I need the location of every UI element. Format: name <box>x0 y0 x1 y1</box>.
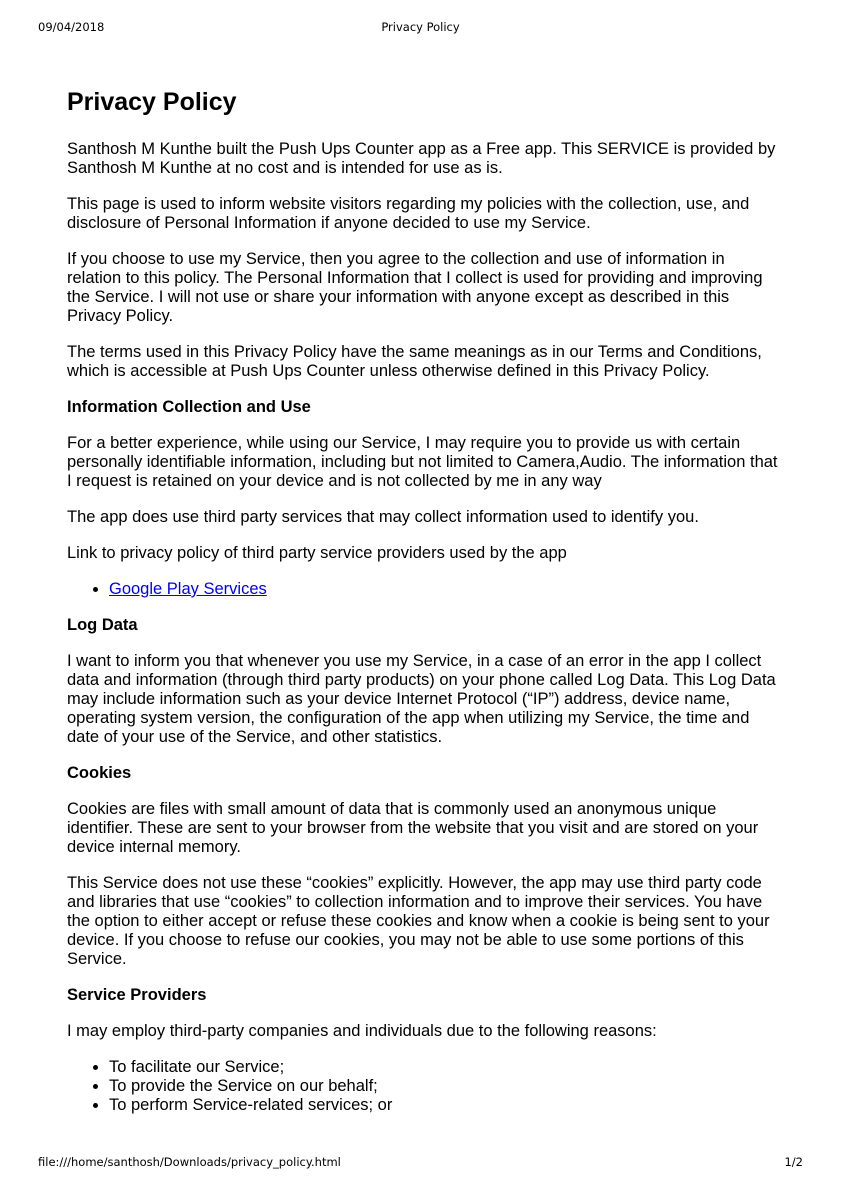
service-providers-list <box>67 1058 779 1115</box>
list-item <box>109 580 779 599</box>
cookies-paragraph: This Service does not use these “cookies” explicitly. However, the app may use third party code and libraries that use “cookies” to collection information and to improve their services. You have the option to either accept or refuse these cookies and know when a cookie is being sent to your device. If you choose to refuse our cookies, you may not be able to use some portions of this Service. <box>67 874 770 968</box>
list-item: • To facilitate our Service; <box>109 1058 779 1077</box>
print-title: Privacy Policy <box>381 20 460 34</box>
intro-paragraph: Santhosh M Kunthe built the Push Ups Counter app as a Free app. This SERVICE is provided by Santhosh M Kunthe at no cost and is intended for use as is. <box>67 140 776 177</box>
list-item: • To perform Service-related services; or <box>109 1096 779 1115</box>
file-path: file:///home/santhosh/Downloads/privacy_policy.html <box>38 1155 341 1169</box>
section-heading-service-providers: Service Providers <box>67 986 207 1004</box>
document-body <box>67 86 779 1132</box>
info-collection-paragraph: The app does use third party services that may collect information used to identify you. <box>67 508 699 526</box>
section-heading-cookies: Cookies <box>67 764 132 782</box>
print-date: 09/04/2018 <box>38 20 105 34</box>
info-collection-paragraph: Link to privacy policy of third party service providers used by the app <box>67 544 567 562</box>
info-collection-paragraph: For a better experience, while using our Service, I may require you to provide us with certain personally identifiable information, including but not limited to Camera,Audio. The information that I request is retained on your device and is not collected by me in any way <box>67 434 778 490</box>
section-heading-log-data: Log Data <box>67 616 138 634</box>
service-providers-paragraph: I may employ third-party companies and individuals due to the following reasons: <box>67 1022 657 1040</box>
page-number: 1/2 <box>784 1155 803 1169</box>
cookies-paragraph: Cookies are files with small amount of data that is commonly used an anonymous unique identifier. These are sent to your browser from the website that you visit and are stored on your device internal memory. <box>67 800 759 856</box>
intro-paragraph: If you choose to use my Service, then you agree to the collection and use of information in relation to this policy. The Personal Information that I collect is used for providing and improving the Service. I will not use or share your information with anyone except as described in this Privacy Policy. <box>67 250 763 325</box>
google-play-services-link[interactable]: Google Play Services <box>109 580 267 598</box>
intro-paragraph: The terms used in this Privacy Policy have the same meanings as in our Terms and Conditions, which is accessible at Push Ups Counter unless otherwise defined in this Privacy Policy. <box>67 343 762 380</box>
print-footer <box>0 1155 841 1171</box>
page-title: Privacy Policy <box>67 88 237 116</box>
print-header <box>0 20 841 36</box>
third-party-links-list <box>67 580 779 599</box>
intro-paragraph: This page is used to inform website visitors regarding my policies with the collection, use, and disclosure of Personal Information if anyone decided to use my Service. <box>67 195 750 232</box>
log-data-paragraph: I want to inform you that whenever you use my Service, in a case of an error in the app I collect data and information (through third party products) on your phone called Log Data. This Log Data may include information such as your device Internet Protocol (“IP”) address, device name, operating system version, the configuration of the app when utilizing my Service, the time and date of your use of the Service, and other statistics. <box>67 652 776 746</box>
section-heading-information-collection: Information Collection and Use <box>67 398 311 416</box>
list-item: • To provide the Service on our behalf; <box>109 1077 779 1096</box>
